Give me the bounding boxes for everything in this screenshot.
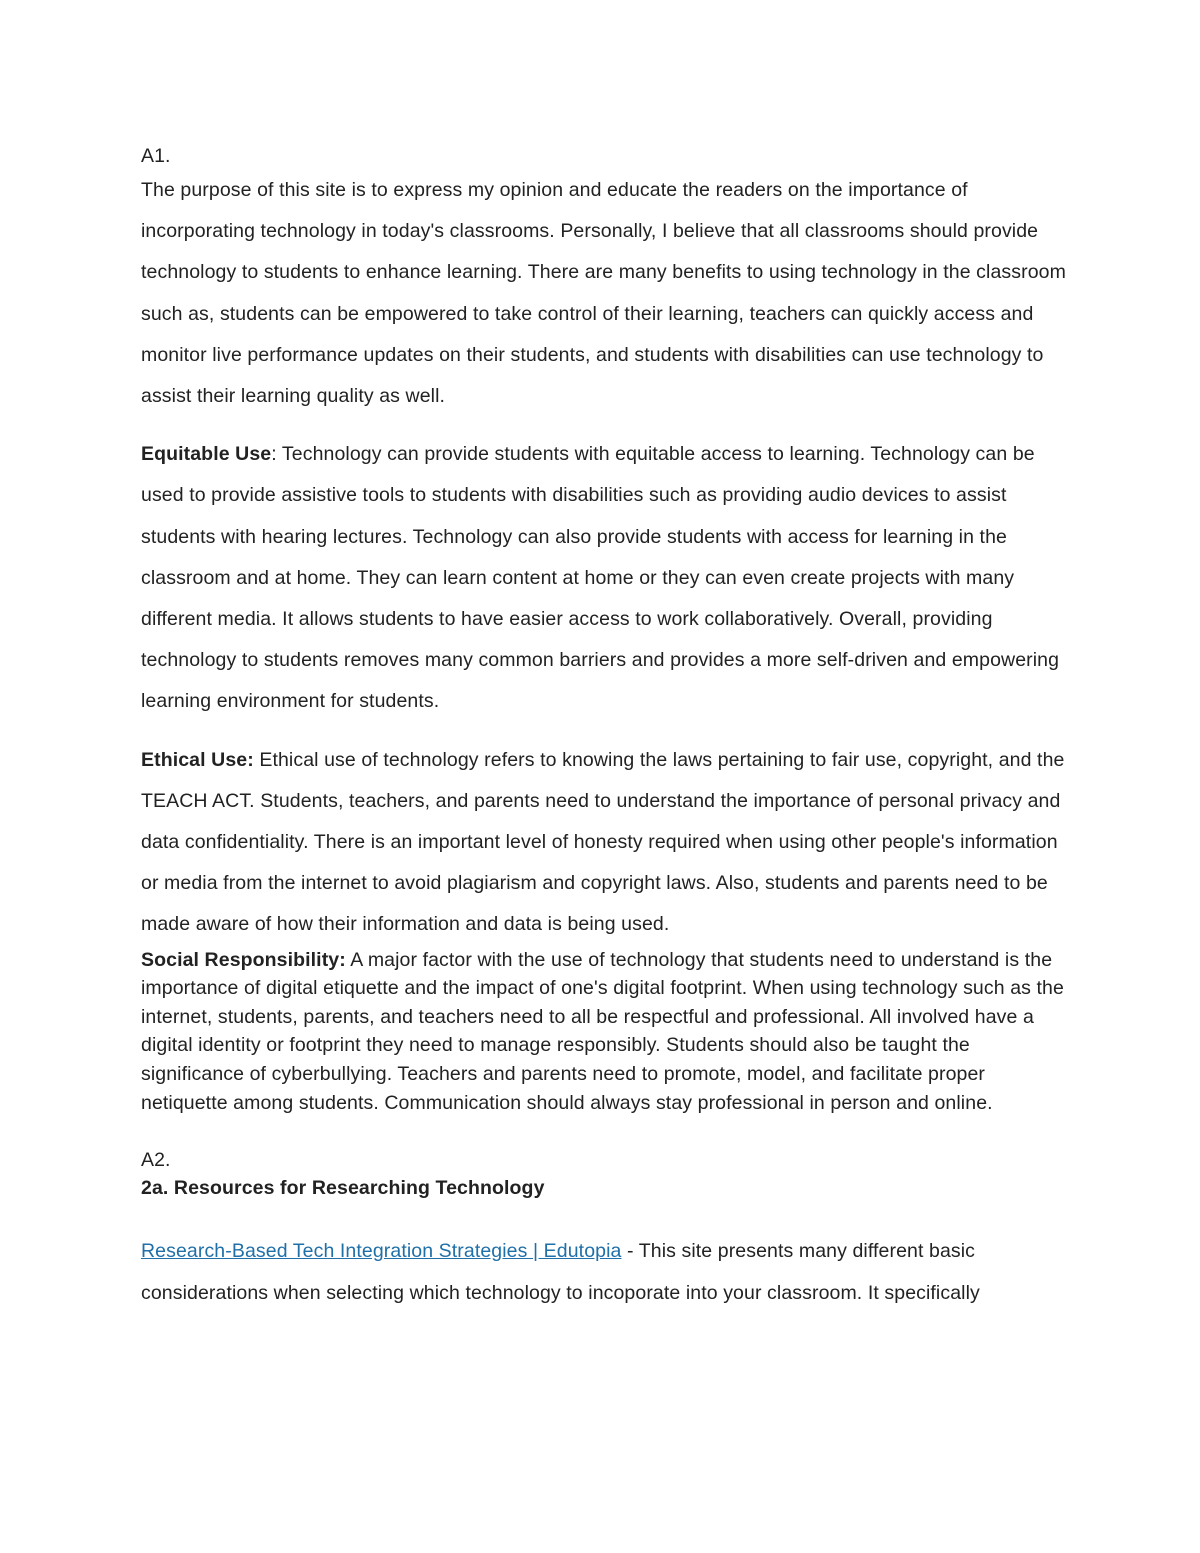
equitable-use-term: Equitable Use	[141, 443, 272, 466]
ethical-use-term: Ethical Use:	[141, 748, 254, 771]
social-responsibility-paragraph	[141, 946, 1071, 1118]
section-a1-body	[141, 170, 1071, 946]
resource-description: - This site presents many different basic considerations when selecting which technology to incoporate into your classroom. It specifically	[141, 1240, 980, 1305]
social-responsibility-term: Social Responsibility:	[141, 948, 346, 971]
social-responsibility-block	[141, 946, 1071, 1118]
social-responsibility-text: A major factor with the use of technology that students need to understand is the importance of digital etiquette and the impact of one's digital footprint. When using technology such as the internet, students, parents, and teachers need to all be respectful and professional. All involved have a digital identity or footprint they need to manage responsibly. Students should also be taught the significance of cyberbullying. Teachers and parents need to promote, model, and facilitate proper netiquette among students. Communication should always stay professional in person and online.	[141, 948, 1064, 1114]
resource-paragraph	[141, 1230, 1071, 1314]
equitable-use-text: : Technology can provide students with equitable access to learning. Technology can be used to provide assistive tools to students with disabilities such as providing audio devices to assist students with hearing lectures. Technology can also provide students with access for learning in the classroom and at home. They can learn content at home or they can even create projects with many different media. It allows students to have easier access to work collaboratively. Overall, providing technology to students removes many common barriers and provides a more self-driven and empowering learning environment for students.	[141, 443, 1060, 713]
resource-entry	[141, 1230, 1071, 1314]
ethical-use-text: Ethical use of technology refers to knowing the laws pertaining to fair use, copyright, and the TEACH ACT. Students, teachers, and parents need to understand the importance of personal privacy and data confidentiality. There is an important level of honesty required when using other people's information or media from the internet to avoid plagiarism and copyright laws. Also, students and parents need to be made aware of how their information and data is being used.	[141, 748, 1065, 936]
intro-paragraph: The purpose of this site is to express my opinion and educate the readers on the importance of incorporating technology in today's classrooms. Personally, I believe that all classrooms should provide technology to students to enhance learning. There are many benefits to using technology in the classroom such as, students can be empowered to take control of their learning, teachers can quickly access and monitor live performance updates on their students, and students with disabilities can use technology to assist their learning quality as well.	[141, 179, 1066, 408]
resources-heading: 2a. Resources for Researching Technology	[141, 1177, 545, 1200]
section-label-a1: A1.	[141, 145, 171, 167]
edutopia-link[interactable]: Research-Based Tech Integration Strategies | Edutopia	[141, 1240, 622, 1263]
section-label-a2: A2.	[141, 1149, 171, 1172]
document-page	[141, 142, 1071, 1314]
ethical-use-paragraph	[141, 740, 1071, 946]
equitable-use-paragraph	[141, 434, 1071, 722]
